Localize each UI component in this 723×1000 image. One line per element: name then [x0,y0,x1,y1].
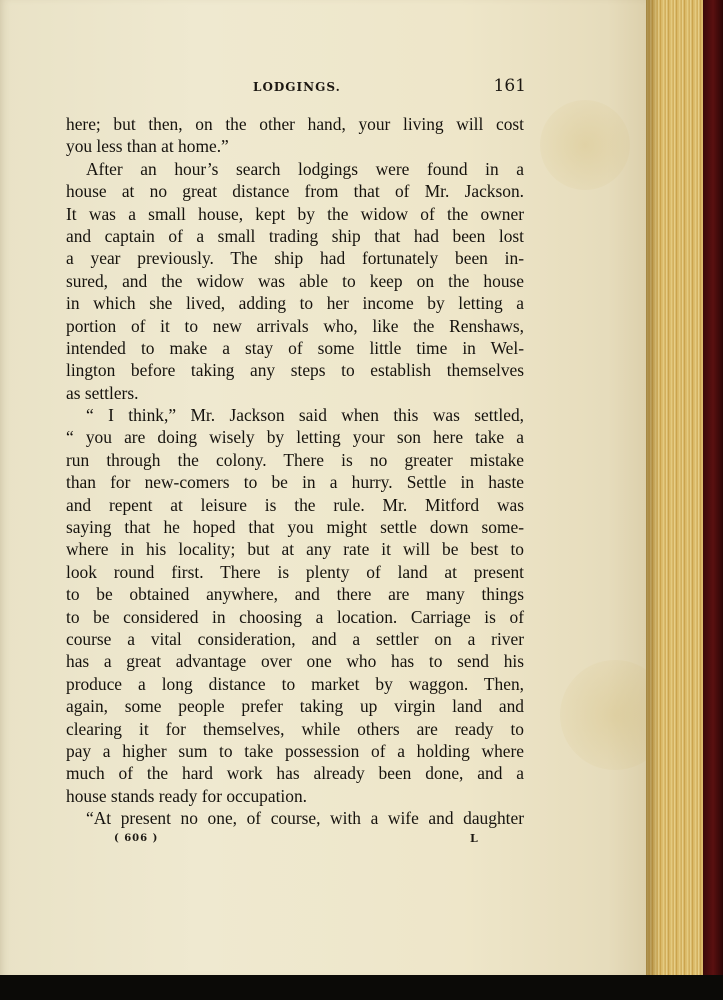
text-line: than for new-comers to be in a hurry. Settle in haste [66,472,524,493]
text-line: as settlers. [66,382,139,403]
printer-signature-mark: ( 606 ) [114,833,159,844]
text-line: lington before taking any steps to establish themselves [66,360,524,381]
text-line: “At present no one, of course, with a wife and daughter [86,808,524,829]
running-header [60,76,526,98]
running-title: LODGINGS. [253,80,341,94]
text-line: where in his locality; but at any rate it will be best to [66,539,524,560]
text-line: has a great advantage over one who has to send his [66,651,524,672]
page-edge-shadow [646,0,660,975]
text-line: much of the hard work has already been done, and a [66,763,524,784]
text-line: in which she lived, adding to her income by letting a [66,293,524,314]
text-line: course a vital consideration, and a settler on a river [66,628,524,649]
text-line: intended to make a stay of some little time in Wel- [66,337,524,358]
text-line: again, some people prefer taking up virgin land and [66,696,524,717]
text-line: house stands ready for occupation. [66,785,307,806]
text-line: “ you are doing wisely by letting your son here take a [66,427,524,448]
text-line: clearing it for themselves, while others are ready to [66,718,524,739]
page-number: 161 [493,76,526,96]
text-line: saying that he hoped that you might settle down some- [66,517,524,538]
text-line: and captain of a small trading ship that had been lost [66,225,524,246]
text-line: “ I think,” Mr. Jackson said when this was settled, [86,405,524,426]
text-line: look round first. There is plenty of land at present [66,561,524,582]
text-line: portion of it to new arrivals who, like the Renshaws, [66,315,524,336]
text-line: a year previously. The ship had fortunately been in- [66,248,524,269]
text-line: After an hour’s search lodgings were found in a [86,158,524,179]
text-line: run through the colony. There is no greater mistake [66,449,524,470]
page-footer [110,833,490,849]
signature-letter: L [470,832,478,845]
text-line: you less than at home.” [66,136,229,157]
book-board-bottom [0,975,723,1000]
body-text [66,113,524,830]
text-line: pay a higher sum to take possession of a holding where [66,740,524,761]
text-line: house at no great distance from that of Mr. Jackson. [66,181,524,202]
text-line: sured, and the widow was able to keep on the house [66,270,524,291]
text-line: to be obtained anywhere, and there are many things [66,584,524,605]
text-line: to be considered in choosing a location. Carriage is of [66,606,524,627]
text-line: and repent at leisure is the rule. Mr. Mitford was [66,494,524,515]
text-line: here; but then, on the other hand, your living will cost [66,114,524,134]
text-line: It was a small house, kept by the widow of the owner [66,203,524,224]
text-line: produce a long distance to market by waggon. Then, [66,673,524,694]
paper-stain [540,100,630,190]
book-cover-edge [703,0,723,990]
